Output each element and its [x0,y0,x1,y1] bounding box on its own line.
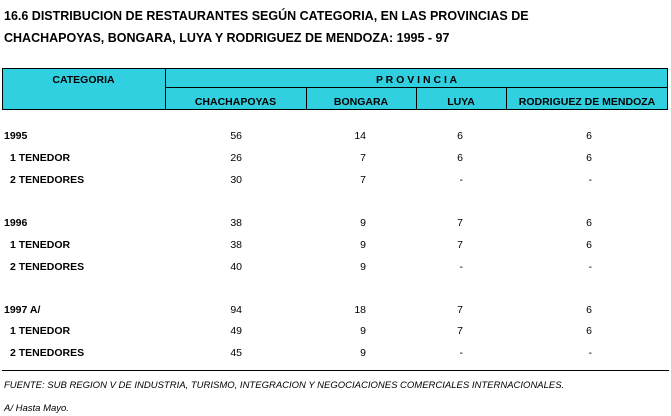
header-col-chachapoyas: CHACHAPOYAS [194,96,277,108]
table-top-border [2,68,668,69]
cell-bongara: 7 [360,152,366,164]
cell-luya: 6 [457,130,463,142]
row-label: 1 TENEDOR [10,152,71,164]
cell-bongara: 9 [360,217,366,229]
cell-luya: - [459,261,463,273]
cell-luya: 7 [457,325,463,337]
header-provincia: P R O V I N C I A [375,74,458,86]
footnote: A/ Hasta Mayo. [4,403,69,414]
cell-luya: 7 [457,217,463,229]
title-line-1: 16.6 DISTRIBUCION DE RESTAURANTES SEGÚN CATEGORIA, EN LAS PROVINCIAS DE [4,9,529,23]
cell-bongara: 7 [360,174,366,186]
cell-chachapoyas: 49 [230,325,242,337]
cell-luya: 6 [457,152,463,164]
row-label: 2 TENEDORES [10,261,85,273]
row-label: 1 TENEDOR [10,239,71,251]
cell-bongara: 18 [354,304,366,316]
row-label-year: 1995 [4,130,28,142]
cell-bongara: 9 [360,325,366,337]
cell-rodriguez: 6 [586,217,592,229]
header-col-bongara: BONGARA [333,96,389,108]
cell-bongara: 9 [360,347,366,359]
cell-bongara: 9 [360,239,366,251]
header-categoria: CATEGORIA [52,74,115,86]
cell-luya: 7 [457,239,463,251]
cell-luya: - [459,347,463,359]
header-col-rodriguez: RODRIGUEZ DE MENDOZA [518,96,656,108]
cell-bongara: 9 [360,261,366,273]
cell-rodriguez: - [588,347,592,359]
cell-rodriguez: 6 [586,304,592,316]
cell-chachapoyas: 26 [230,152,242,164]
cell-chachapoyas: 38 [230,239,242,251]
cell-rodriguez: 6 [586,239,592,251]
row-label-year: 1997 A/ [4,304,41,316]
cell-rodriguez: 6 [586,130,592,142]
cell-chachapoyas: 94 [230,304,242,316]
cell-chachapoyas: 38 [230,217,242,229]
row-label: 2 TENEDORES [10,347,85,359]
title-line-2: CHACHAPOYAS, BONGARA, LUYA Y RODRIGUEZ DE MENDOZA: 1995 - 97 [4,31,450,45]
cell-chachapoyas: 40 [230,261,242,273]
cell-chachapoyas: 30 [230,174,242,186]
row-label: 2 TENEDORES [10,174,85,186]
cell-rodriguez: - [588,261,592,273]
header-bottom-border [2,109,668,110]
row-label-year: 1996 [4,217,28,229]
cell-luya: - [459,174,463,186]
cell-chachapoyas: 45 [230,347,242,359]
table-bottom-border [2,370,669,371]
cell-luya: 7 [457,304,463,316]
cell-rodriguez: - [588,174,592,186]
cell-rodriguez: 6 [586,152,592,164]
row-label: 1 TENEDOR [10,325,71,337]
cell-chachapoyas: 56 [230,130,242,142]
cell-rodriguez: 6 [586,325,592,337]
cell-bongara: 14 [354,130,366,142]
header-col-luya: LUYA [447,96,475,108]
source-note: FUENTE: SUB REGION V DE INDUSTRIA, TURISMO, INTEGRACION Y NEGOCIACIONES COMERCIALES INTERNACIONALES. [4,380,565,391]
